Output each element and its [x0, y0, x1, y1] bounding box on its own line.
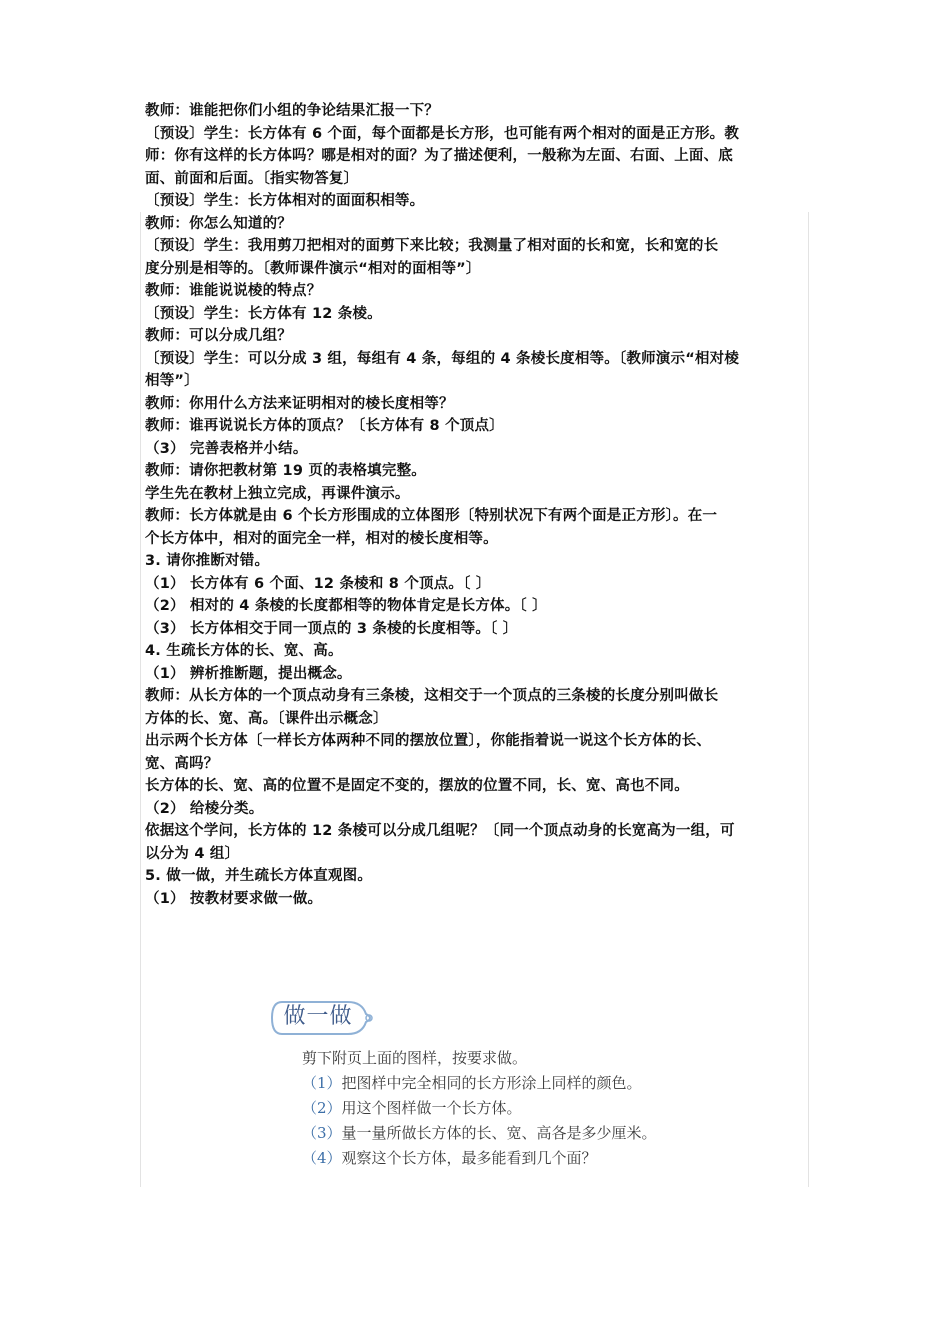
- section-heading: 4. 生疏长方体的长、宽、高。: [145, 643, 343, 659]
- text-line: 教师：谁能把你们小组的争论结果汇报一下？: [145, 103, 439, 119]
- text-line: 〔预设〕学生：长方体有 6 个面，每个面都是长方形，也可能有两个相对的面是正方形。教: [145, 125, 740, 142]
- item-text: 观察这个长方体，最多能看到几个面？: [341, 1149, 597, 1167]
- text-line: 长方体的长、宽、高的位置不是固定不变的，摆放的位置不同，长、宽、高也不同。: [145, 778, 689, 794]
- text-line: 个长方体中，相对的面完全一样，相对的棱长度相等。: [145, 530, 498, 547]
- text-line: 依据这个学问，长方体的 12 条棱可以分成几组呢？〔同一个顶点动身的长宽高为一组，可: [145, 823, 735, 839]
- quiz-item: （1） 长方体有 6 个面、12 条棱和 8 个顶点。〔 〕: [145, 575, 491, 592]
- item-text: 量一量所做长方体的长、宽、高各是多少厘米。: [341, 1124, 657, 1142]
- text-line: 〔预设〕学生：长方体相对的面面积相等。: [145, 193, 425, 209]
- item-number: （1）: [302, 1074, 342, 1092]
- text-line: （3） 完善表格并小结。: [145, 440, 308, 457]
- textbook-intro: 剪下附页上面的图样，按要求做。: [302, 1049, 528, 1067]
- item-text: 把图样中完全相同的长方形涂上同样的颜色。: [341, 1074, 642, 1092]
- quiz-item: （2） 相对的 4 条棱的长度都相等的物体肯定是长方体。〔 〕: [145, 598, 547, 614]
- text-line: 宽、高吗？: [145, 755, 219, 772]
- text-line: （2） 给棱分类。: [145, 800, 264, 817]
- item-number: （3）: [302, 1124, 342, 1142]
- badge-label: 做一做: [283, 1004, 353, 1029]
- text-line: 面、前面和后面。〔指实物答复〕: [145, 170, 359, 187]
- text-line: 〔预设〕学生：可以分成 3 组，每组有 4 条，每组的 4 条棱长度相等。〔教师演示“相对棱: [145, 350, 740, 367]
- text-line: 教师：从长方体的一个顶点动身有三条棱，这相交于一个顶点的三条棱的长度分别叫做长: [145, 688, 719, 704]
- item-number: （2）: [302, 1099, 342, 1117]
- text-line: 教师：长方体就是由 6 个长方形围成的立体图形〔特别状况下有两个面是正方形〕。在一: [145, 508, 718, 524]
- textbook-item: [302, 1146, 657, 1171]
- text-line: 〔预设〕学生：长方体有 12 条棱。: [145, 305, 382, 322]
- text-line: 教师：你怎么知道的？: [145, 215, 292, 232]
- textbook-excerpt: [270, 998, 710, 1178]
- text-line: 出示两个长方体〔一样长方体两种不同的摆放位置〕，你能指着说一说这个长方体的长、: [145, 733, 712, 749]
- text-line: 相等”〕: [145, 373, 199, 389]
- quiz-item: （3） 长方体相交于同一顶点的 3 条棱的长度相等。〔 〕: [145, 620, 518, 637]
- text-line: 学生先在教材上独立完成，再课件演示。: [145, 485, 410, 502]
- text-line: 度分别是相等的。〔教师课件演示“相对的面相等”〕: [145, 260, 481, 277]
- text-line: 教师：谁再说说长方体的顶点？〔长方体有 8 个顶点〕: [145, 418, 504, 434]
- document-body: [145, 100, 809, 910]
- section-heading: 3. 请你推断对错。: [145, 553, 270, 569]
- text-line: 以分为 4 组〕: [145, 845, 240, 862]
- textbook-item: [302, 1096, 657, 1121]
- do-it-badge: [270, 998, 374, 1038]
- item-number: （4）: [302, 1149, 342, 1167]
- text-line: 方体的长、宽、高。〔课件出示概念〕: [145, 710, 388, 727]
- page-border-left: [140, 212, 141, 1187]
- text-line: 教师：请你把教材第 19 页的表格填完整。: [145, 463, 426, 479]
- text-line: 师：你有这样的长方体吗？哪是相对的面？为了描述便利，一般称为左面、右面、上面、底: [145, 148, 733, 164]
- text-line: （1） 按教材要求做一做。: [145, 890, 323, 907]
- text-line: 教师：可以分成几组？: [145, 328, 292, 344]
- textbook-tasks: [302, 1046, 657, 1171]
- text-line: 教师：谁能说说棱的特点？: [145, 283, 322, 299]
- section-heading: 5. 做一做，并生疏长方体直观图。: [145, 868, 373, 884]
- text-line: （1） 辨析推断题，提出概念。: [145, 665, 352, 682]
- text-line: 教师：你用什么方法来证明相对的棱长度相等？: [145, 395, 454, 412]
- text-line: 〔预设〕学生：我用剪刀把相对的面剪下来比较；我测量了相对面的长和宽，长和宽的长: [145, 238, 719, 254]
- textbook-item: [302, 1071, 657, 1096]
- textbook-item: [302, 1121, 657, 1146]
- item-text: 用这个图样做一个长方体。: [341, 1099, 522, 1117]
